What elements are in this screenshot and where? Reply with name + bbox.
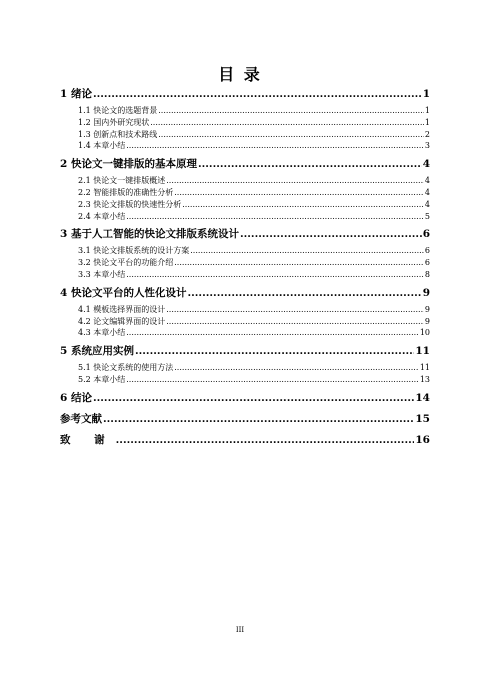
toc-section-3-3[interactable] [60,269,430,281]
section-page: 8 [424,269,430,279]
chapter-label: 2 快论文一键排版的基本原理 [60,158,197,171]
section-label: 1.1 快论文的选题背景 [78,106,158,115]
page-number: III [235,626,245,634]
section-label: 2.3 快论文排版的快速性分析 [78,199,182,209]
section-page: 9 [424,304,430,314]
section-page: 1 [424,117,430,127]
section-label: 3.2 快论文平台的功能介绍 [78,258,174,268]
section-label: 3.3 本章小结 [78,269,126,279]
dot-leader [150,117,424,129]
section-page: 1 [424,106,430,115]
toc-section-4-2[interactable] [60,316,430,328]
toc-section-3-1[interactable] [60,245,430,257]
dot-leader [187,285,421,302]
toc-section-1-4[interactable] [60,140,430,152]
dot-leader [174,362,419,374]
chapter-label: 4 快论文平台的人性化设计 [60,286,187,299]
section-page: 9 [424,316,430,326]
section-label: 4.3 本章小结 [78,328,126,338]
dot-leader [190,245,424,257]
dot-leader [116,432,415,449]
toc-chapter-1[interactable] [60,86,430,103]
section-page: 4 [424,187,430,197]
section-page: 4 [424,176,430,186]
dot-leader [93,390,414,407]
chapter-page: 9 [422,286,430,299]
section-page: 6 [424,246,430,256]
toc-references[interactable] [60,411,430,428]
dot-leader [126,374,419,386]
section-label: 1.3 创新点和技术路线 [78,129,158,139]
dot-leader [135,343,414,360]
chapter-page: 6 [422,228,430,241]
toc-section-1-2[interactable] [60,117,430,129]
chapter-page: 14 [415,391,430,404]
section-label: 1.2 国内外研究现状 [78,117,150,127]
section-label: 4.1 模板选择界面的设计 [78,304,166,314]
toc-section-3-2[interactable] [60,257,430,269]
section-page: 6 [424,258,430,268]
toc-section-2-1[interactable] [60,175,430,187]
section-label: 5.1 快论文系统的使用方法 [78,363,174,373]
section-label: 2.2 智能排版的准确性分析 [78,187,174,197]
chapter-label: 6 结论 [60,391,92,404]
section-page: 4 [424,199,430,209]
dot-leader [126,269,424,281]
references-label: 参考文献 [60,412,102,425]
toc-section-2-2[interactable] [60,187,430,199]
toc-section-4-1[interactable] [60,304,430,316]
dot-leader [166,175,424,187]
section-label: 2.4 本章小结 [78,211,126,221]
chapter-label: 3 基于人工智能的快论文排版系统设计 [60,228,239,241]
dot-leader [174,257,424,269]
chapter-page: 4 [422,158,430,171]
dot-leader [126,327,419,339]
dot-leader [198,156,422,173]
toc-section-5-1[interactable] [60,362,430,374]
chapter-label: 5 系统应用实例 [60,345,134,358]
section-label: 3.1 快论文排版系统的设计方案 [78,246,190,256]
toc-chapter-3[interactable] [60,226,430,243]
section-page: 11 [419,363,430,373]
toc-chapter-6[interactable] [60,390,430,407]
page-title: 目 录 [218,65,262,84]
section-page: 10 [419,328,430,338]
section-page: 2 [424,129,430,139]
dot-leader [126,140,424,152]
dot-leader [93,86,422,103]
dot-leader [103,411,414,428]
chapter-page: 11 [415,345,430,358]
toc-section-2-3[interactable] [60,199,430,211]
toc-chapter-4[interactable] [60,285,430,302]
dot-leader [182,199,424,211]
dot-leader [158,105,424,117]
section-label: 5.2 本章小结 [78,374,126,384]
acknowledgements-label: 致 谢 [60,433,115,446]
acknowledgements-page: 16 [415,433,430,446]
dot-leader [240,226,422,243]
references-page: 15 [415,412,430,425]
toc-section-5-2[interactable] [60,374,430,386]
section-label: 2.1 快论文一键排版概述 [78,176,166,186]
table-of-contents [60,86,430,449]
dot-leader [166,316,424,328]
toc-section-4-3[interactable] [60,327,430,339]
toc-chapter-5[interactable] [60,343,430,360]
toc-acknowledgements[interactable] [60,432,430,449]
section-label: 1.4 本章小结 [78,141,126,151]
chapter-page: 1 [422,88,430,100]
section-page: 5 [424,211,430,221]
toc-section-2-4[interactable] [60,211,430,223]
dot-leader [126,211,424,223]
dot-leader [166,304,424,316]
dot-leader [158,129,424,141]
toc-section-1-1[interactable] [60,105,430,117]
section-label: 4.2 论文编辑界面的设计 [78,316,166,326]
toc-chapter-2[interactable] [60,156,430,173]
chapter-label: 1 绪论 [60,88,92,100]
toc-section-1-3[interactable] [60,129,430,141]
dot-leader [174,187,424,199]
section-page: 3 [424,141,430,151]
section-page: 13 [419,374,430,384]
